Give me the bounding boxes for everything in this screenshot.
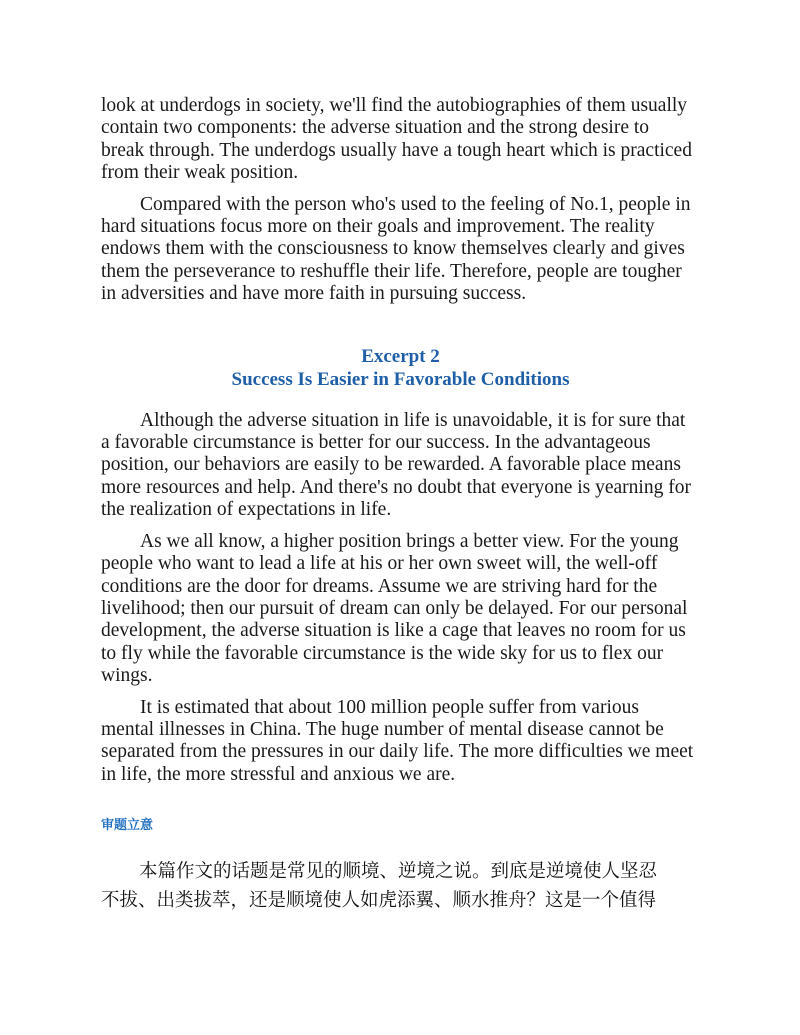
- section-label: 审题立意: [101, 818, 154, 834]
- body-paragraph-3: Although the adverse situation in life is unavoidable, it is for sure that a favorable circumstance is better for our success. In the advantageous position, our behaviors are easily to be rewarded. A favorable place means more resources and help. And there's no doubt that everyone is yearning for the realization of expectations in life.: [101, 409, 691, 521]
- chinese-paragraph: 本篇作文的话题是常见的顺境、逆境之说。到底是逆境使人坚忍 不拔、出类拔萃，还是顺境使人如虎添翼、顺水推舟？这是一个值得: [101, 861, 658, 912]
- excerpt-title: Success Is Easier in Favorable Conditions: [231, 368, 570, 390]
- excerpt-heading: [101, 345, 700, 391]
- body-paragraph-2: Compared with the person who's used to the feeling of No.1, people in hard situations focus more on their goals and improvement. The reality endows them with the consciousness to know themselves clearly and gives them the perseverance to reshuffle their life. Therefore, people are tougher in adversities and have more faith in pursuing success.: [101, 193, 691, 305]
- spacer: [101, 391, 700, 410]
- body-paragraph-4: As we all know, a higher position brings a better view. For the young people who want to lead a life at his or her own sweet will, the well-off conditions are the door for dreams. Assume we are striving hard for the livelihood; then our pursuit of dream can only be delayed. For our personal development, the adverse situation is like a cage that leaves no room for us to fly while the favorable circumstance is the wide sky for us to flex our wings.: [101, 530, 688, 687]
- excerpt-label: Excerpt 2: [361, 345, 440, 367]
- body-paragraph-1: look at underdogs in society, we'll find the autobiographies of them usually contain two components: the adverse situation and the strong desire to break through. The underdogs usually have a tough heart which is practiced from their weak position.: [101, 95, 692, 184]
- body-paragraph-5: It is estimated that about 100 million people suffer from various mental illnesses in China. The huge number of mental disease cannot be separated from the pressures in our daily life. The more difficulties we meet in life, the more stressful and anxious we are.: [101, 696, 694, 785]
